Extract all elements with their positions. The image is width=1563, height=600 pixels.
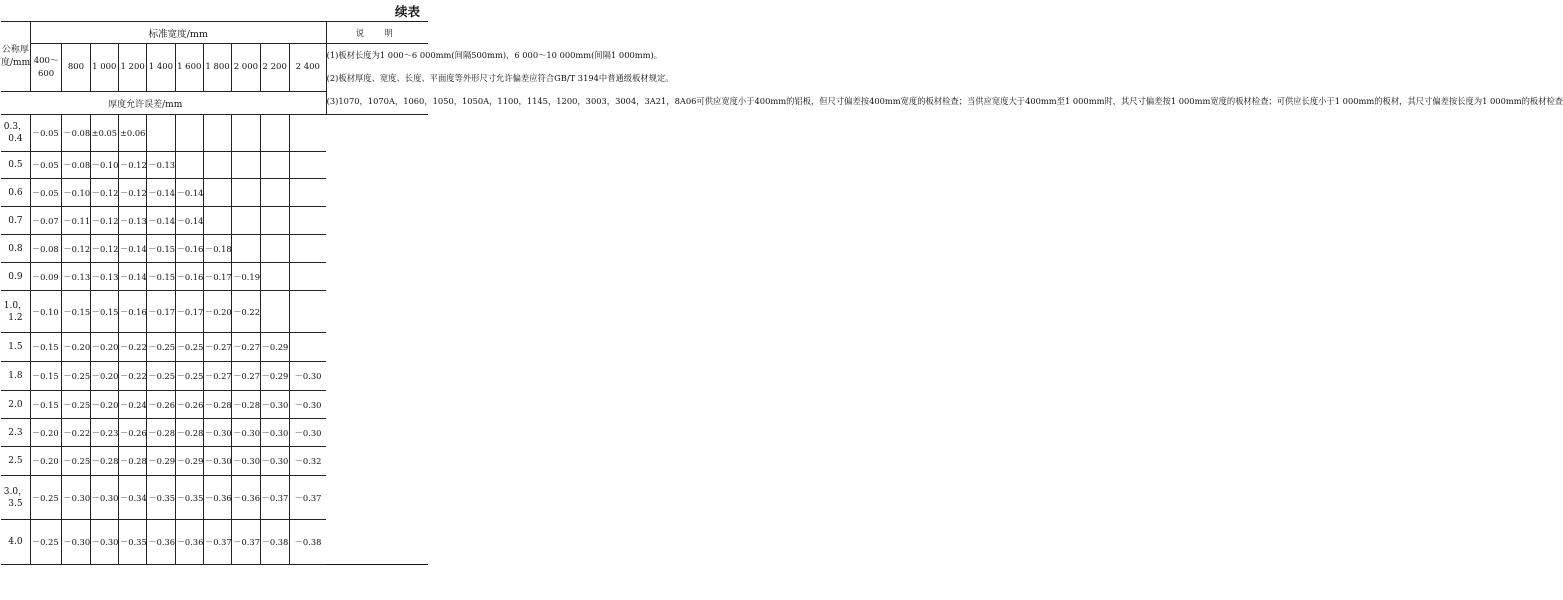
thickness-cell: 3.0，3.5 [1, 476, 30, 520]
tolerance-cell [289, 179, 326, 207]
tolerance-cell: －0.25 [62, 362, 90, 391]
tolerance-cell: －0.14 [175, 207, 203, 235]
tolerance-cell: ±0.06 [118, 115, 146, 152]
thickness-cell: 0.3，0.4 [1, 115, 30, 152]
tolerance-cell: －0.08 [30, 235, 61, 263]
tolerance-cell: －0.26 [147, 391, 175, 419]
tolerance-cell: －0.26 [175, 391, 203, 419]
tolerance-cell: －0.12 [90, 235, 118, 263]
tolerance-cell: －0.34 [118, 476, 146, 520]
tolerance-cell [203, 207, 231, 235]
notes-cell [326, 44, 1563, 115]
thickness-cell: 1.5 [1, 333, 30, 362]
tolerance-cell: －0.16 [175, 235, 203, 263]
tolerance-cell: －0.27 [203, 362, 231, 391]
table-row [1, 115, 428, 152]
tolerance-cell [289, 263, 326, 291]
thickness-cell: 2.3 [1, 419, 30, 447]
tolerance-cell: －0.30 [90, 476, 118, 520]
tolerance-cell: －0.27 [232, 333, 260, 362]
tolerance-cell [147, 115, 175, 152]
tolerance-cell: －0.26 [118, 419, 146, 447]
tolerance-cell [289, 291, 326, 333]
table-row [1, 263, 428, 291]
width-header: 1 400 [147, 44, 175, 92]
tolerance-cell: －0.15 [90, 291, 118, 333]
tolerance-cell: －0.35 [118, 520, 146, 565]
tolerance-cell: －0.22 [118, 333, 146, 362]
tolerance-cell: －0.30 [62, 476, 90, 520]
thickness-cell: 2.5 [1, 447, 30, 476]
tolerance-cell: －0.13 [90, 263, 118, 291]
notes-header: 说 明 [326, 22, 428, 44]
tolerance-subheader: 厚度允许误差/mm [1, 92, 289, 115]
tolerance-cell: －0.29 [175, 447, 203, 476]
width-header: 2 200 [260, 44, 289, 92]
tolerance-cell: －0.37 [232, 520, 260, 565]
tolerance-cell: －0.10 [62, 179, 90, 207]
tolerance-cell: －0.14 [175, 179, 203, 207]
tolerance-cell: －0.12 [90, 179, 118, 207]
tolerance-cell: －0.05 [30, 115, 61, 152]
tolerance-cell: －0.35 [175, 476, 203, 520]
tolerance-cell [203, 152, 231, 179]
tolerance-cell [260, 263, 289, 291]
tolerance-cell: －0.27 [232, 362, 260, 391]
tolerance-cell: －0.15 [30, 333, 61, 362]
width-header: 800 [62, 44, 90, 92]
table-row [1, 476, 428, 520]
tolerance-cell: －0.10 [30, 291, 61, 333]
tolerance-cell [260, 179, 289, 207]
tolerance-cell: －0.30 [203, 419, 231, 447]
tolerance-cell: －0.18 [203, 235, 231, 263]
tolerance-cell: －0.37 [203, 520, 231, 565]
table-row [1, 207, 428, 235]
tolerance-cell: －0.13 [147, 152, 175, 179]
tolerance-cell: －0.10 [90, 152, 118, 179]
tolerance-cell: －0.36 [232, 476, 260, 520]
table-row [1, 447, 428, 476]
tolerance-cell: ±0.05 [90, 115, 118, 152]
tolerance-cell: －0.13 [62, 263, 90, 291]
tolerance-cell: －0.30 [260, 447, 289, 476]
tolerance-cell: －0.24 [118, 391, 146, 419]
width-header: 2 000 [232, 44, 260, 92]
note-paragraph: (1)板材长度为1 000～6 000mm(间隔500mm)，6 000～10 000mm(间隔1 000mm)。 [326, 50, 663, 61]
thickness-column-header: 公称厚度/mm [1, 22, 30, 92]
tolerance-cell: －0.17 [175, 291, 203, 333]
tolerance-cell: －0.15 [147, 263, 175, 291]
table-row [1, 235, 428, 263]
tolerance-cell: －0.14 [147, 179, 175, 207]
tolerance-cell: －0.25 [30, 476, 61, 520]
tolerance-cell: －0.16 [175, 263, 203, 291]
tolerance-cell [289, 333, 326, 362]
tolerance-cell: －0.12 [118, 179, 146, 207]
tolerance-cell: －0.27 [203, 333, 231, 362]
tolerance-cell: －0.36 [175, 520, 203, 565]
tolerance-cell [289, 207, 326, 235]
tolerance-cell: －0.15 [30, 391, 61, 419]
tolerance-cell: －0.08 [62, 115, 90, 152]
tolerance-cell: －0.30 [289, 419, 326, 447]
tolerance-cell: －0.22 [232, 291, 260, 333]
table-row [1, 391, 428, 419]
thickness-cell: 1.8 [1, 362, 30, 391]
width-header: 1 200 [118, 44, 146, 92]
tolerance-cell: －0.30 [289, 362, 326, 391]
tolerance-cell: －0.05 [30, 152, 61, 179]
tolerance-cell: －0.11 [62, 207, 90, 235]
tolerance-cell: －0.09 [30, 263, 61, 291]
table-row [1, 291, 428, 333]
table-row [1, 179, 428, 207]
tolerance-cell [232, 207, 260, 235]
width-header: 400～600 [30, 44, 61, 92]
tolerance-cell: －0.20 [30, 419, 61, 447]
tolerance-cell [260, 115, 289, 152]
tolerance-cell: －0.17 [203, 263, 231, 291]
tolerance-cell: －0.30 [260, 391, 289, 419]
width-header: 1 600 [175, 44, 203, 92]
width-header: 1 000 [90, 44, 118, 92]
thickness-cell: 4.0 [1, 520, 30, 565]
width-header: 1 800 [203, 44, 231, 92]
tolerance-cell: －0.13 [118, 207, 146, 235]
tolerance-cell: －0.28 [232, 391, 260, 419]
tolerance-cell: －0.16 [118, 291, 146, 333]
tolerance-cell: －0.38 [260, 520, 289, 565]
tolerance-cell: －0.36 [203, 476, 231, 520]
tolerance-cell [260, 152, 289, 179]
tolerance-cell: －0.35 [147, 476, 175, 520]
tolerance-cell: －0.28 [90, 447, 118, 476]
tolerance-cell: －0.20 [30, 447, 61, 476]
tolerance-cell: －0.30 [289, 391, 326, 419]
tolerance-cell [289, 235, 326, 263]
tolerance-cell: －0.28 [175, 419, 203, 447]
tolerance-cell: －0.30 [62, 520, 90, 565]
tolerance-cell [260, 207, 289, 235]
tolerance-cell: －0.15 [30, 362, 61, 391]
tolerance-cell: －0.14 [147, 207, 175, 235]
tolerance-cell [289, 115, 326, 152]
tolerance-cell: －0.05 [30, 179, 61, 207]
note-paragraph: (2)板材厚度、宽度、长度、平面度等外形尺寸允许偏差应符合GB/T 3194中普通级板材规定。 [326, 73, 674, 84]
tolerance-cell: －0.25 [30, 520, 61, 565]
tolerance-cell [232, 115, 260, 152]
tolerance-cell: －0.25 [62, 391, 90, 419]
thickness-cell: 1.0，1.2 [1, 291, 30, 333]
continued-label: 续表 [394, 4, 420, 19]
tolerance-cell: －0.20 [90, 333, 118, 362]
table-row [1, 152, 428, 179]
table-row [1, 419, 428, 447]
tolerance-cell: －0.25 [147, 362, 175, 391]
tolerance-cell: －0.30 [90, 520, 118, 565]
tolerance-cell: －0.22 [62, 419, 90, 447]
table-row [1, 520, 428, 565]
tolerance-cell: －0.14 [118, 263, 146, 291]
tolerance-cell: －0.37 [260, 476, 289, 520]
tolerance-cell: －0.17 [147, 291, 175, 333]
thickness-cell: 0.6 [1, 179, 30, 207]
tolerance-cell: －0.20 [90, 391, 118, 419]
tolerance-cell: －0.25 [175, 333, 203, 362]
tolerance-cell: －0.30 [232, 447, 260, 476]
tolerance-cell: －0.12 [62, 235, 90, 263]
note-paragraph: (3)1070，1070A，1060，1050，1050A，1100，1145，1200，3003，3004，3A21，8A06可供应宽度小于400mm的铝板，但尺寸偏差按400mm宽度的板材检查；当供应宽度大于400mm至1 000mm时，其尺寸偏差按1 000mm宽度的板材检查；可供应长度小于1 000mm的板材，其尺寸偏差按长度为1 000mm的板材检查 [326, 95, 1563, 106]
tolerance-cell: －0.28 [147, 419, 175, 447]
tolerance-cell: －0.30 [232, 419, 260, 447]
tolerance-cell: －0.36 [147, 520, 175, 565]
tolerance-cell: －0.25 [175, 362, 203, 391]
tolerance-cell: －0.30 [203, 447, 231, 476]
tolerance-cell: －0.12 [118, 152, 146, 179]
thickness-cell: 0.5 [1, 152, 30, 179]
tolerance-cell: －0.23 [90, 419, 118, 447]
tolerance-cell: －0.29 [260, 362, 289, 391]
thickness-cell: 0.7 [1, 207, 30, 235]
table-row [1, 333, 428, 362]
tolerance-cell: －0.25 [62, 447, 90, 476]
thickness-tolerance-table [1, 21, 1563, 565]
table-row [1, 362, 428, 391]
tolerance-cell: －0.20 [203, 291, 231, 333]
tolerance-cell: －0.07 [30, 207, 61, 235]
tolerance-cell: －0.22 [118, 362, 146, 391]
tolerance-cell [260, 291, 289, 333]
tolerance-cell: －0.25 [147, 333, 175, 362]
tolerance-cell: －0.29 [147, 447, 175, 476]
tolerance-cell [232, 179, 260, 207]
tolerance-cell: －0.14 [118, 235, 146, 263]
tolerance-cell [203, 115, 231, 152]
tolerance-cell: －0.37 [289, 476, 326, 520]
tolerance-cell: －0.08 [62, 152, 90, 179]
tolerance-cell [232, 235, 260, 263]
thickness-cell: 0.8 [1, 235, 30, 263]
tolerance-cell [203, 179, 231, 207]
tolerance-cell: －0.29 [260, 333, 289, 362]
tolerance-cell: －0.30 [260, 419, 289, 447]
tolerance-cell [175, 152, 203, 179]
tolerance-cell [175, 115, 203, 152]
tolerance-cell: －0.28 [118, 447, 146, 476]
tolerance-cell: －0.15 [147, 235, 175, 263]
tolerance-cell: －0.38 [289, 520, 326, 565]
tolerance-cell: －0.19 [232, 263, 260, 291]
tolerance-cell: －0.20 [62, 333, 90, 362]
thickness-cell: 0.9 [1, 263, 30, 291]
width-header: 2 400 [289, 44, 326, 92]
tolerance-cell: －0.12 [90, 207, 118, 235]
tolerance-cell: －0.32 [289, 447, 326, 476]
standard-width-header: 标准宽度/mm [30, 22, 326, 44]
tolerance-cell: －0.20 [90, 362, 118, 391]
tolerance-cell: －0.15 [62, 291, 90, 333]
tolerance-cell: －0.28 [203, 391, 231, 419]
tolerance-cell [260, 235, 289, 263]
thickness-cell: 2.0 [1, 391, 30, 419]
tolerance-cell [289, 152, 326, 179]
tolerance-cell [232, 152, 260, 179]
